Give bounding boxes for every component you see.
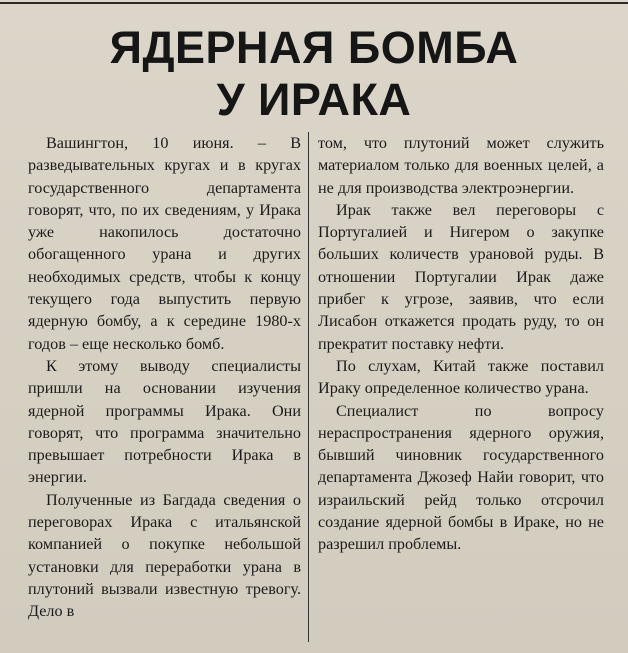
article-body bbox=[28, 132, 604, 647]
right-column bbox=[318, 132, 604, 556]
paragraph: Вашингтон, 10 июня. – В разведывательных кругах и в кругах государственного департамента говорят, что, по их сведениям, у Ирака уже накопилось достаточно обогащенного урана и других необходимых средств, чтобы к концу текущего года выпустить первую ядерную бомбу, а к середине 1980-х годов – еще несколько бомб. bbox=[28, 134, 301, 353]
paragraph: том, что плутоний может служить материалом только для военных целей, а не для производства электроэнергии. bbox=[318, 134, 604, 197]
headline bbox=[0, 22, 628, 126]
paragraph: Специалист по вопросу нераспространения ядерного оружия, бывший чиновник государственного департамента Джозеф Найи говорит, что израильский рейд только отсрочил создание ядерной бомбы в Ираке, но не разрешил проблемы. bbox=[318, 401, 604, 554]
headline-line-2: У ИРАКА bbox=[216, 74, 412, 125]
left-column bbox=[28, 132, 301, 623]
column-divider bbox=[308, 132, 309, 642]
top-rule bbox=[0, 2, 628, 4]
headline-line-1: ЯДЕРНАЯ БОМБА bbox=[109, 22, 519, 73]
paragraph: К этому выводу специалисты пришли на основании изучения ядерной программы Ирака. Они говорят, что программа значительно превышает потребности Ирака в энергии. bbox=[28, 356, 301, 487]
paragraph: Ирак также вел переговоры с Португалией и Нигером о закупке больших количеств урановой руды. В отношении Португалии Ирак даже прибег к угрозе, заявив, что если Лисабон откажется продать руду, то он прекратит поставку нефти. bbox=[318, 200, 604, 353]
paragraph: По слухам, Китай также поставил Ираку определенное количество урана. bbox=[318, 356, 604, 398]
paragraph: Полученные из Багдада сведения о переговорах Ирака с итальянской компанией о покупке небольшой установки для переработки урана в плутоний вызвали известную тревогу. Дело в bbox=[28, 490, 301, 621]
